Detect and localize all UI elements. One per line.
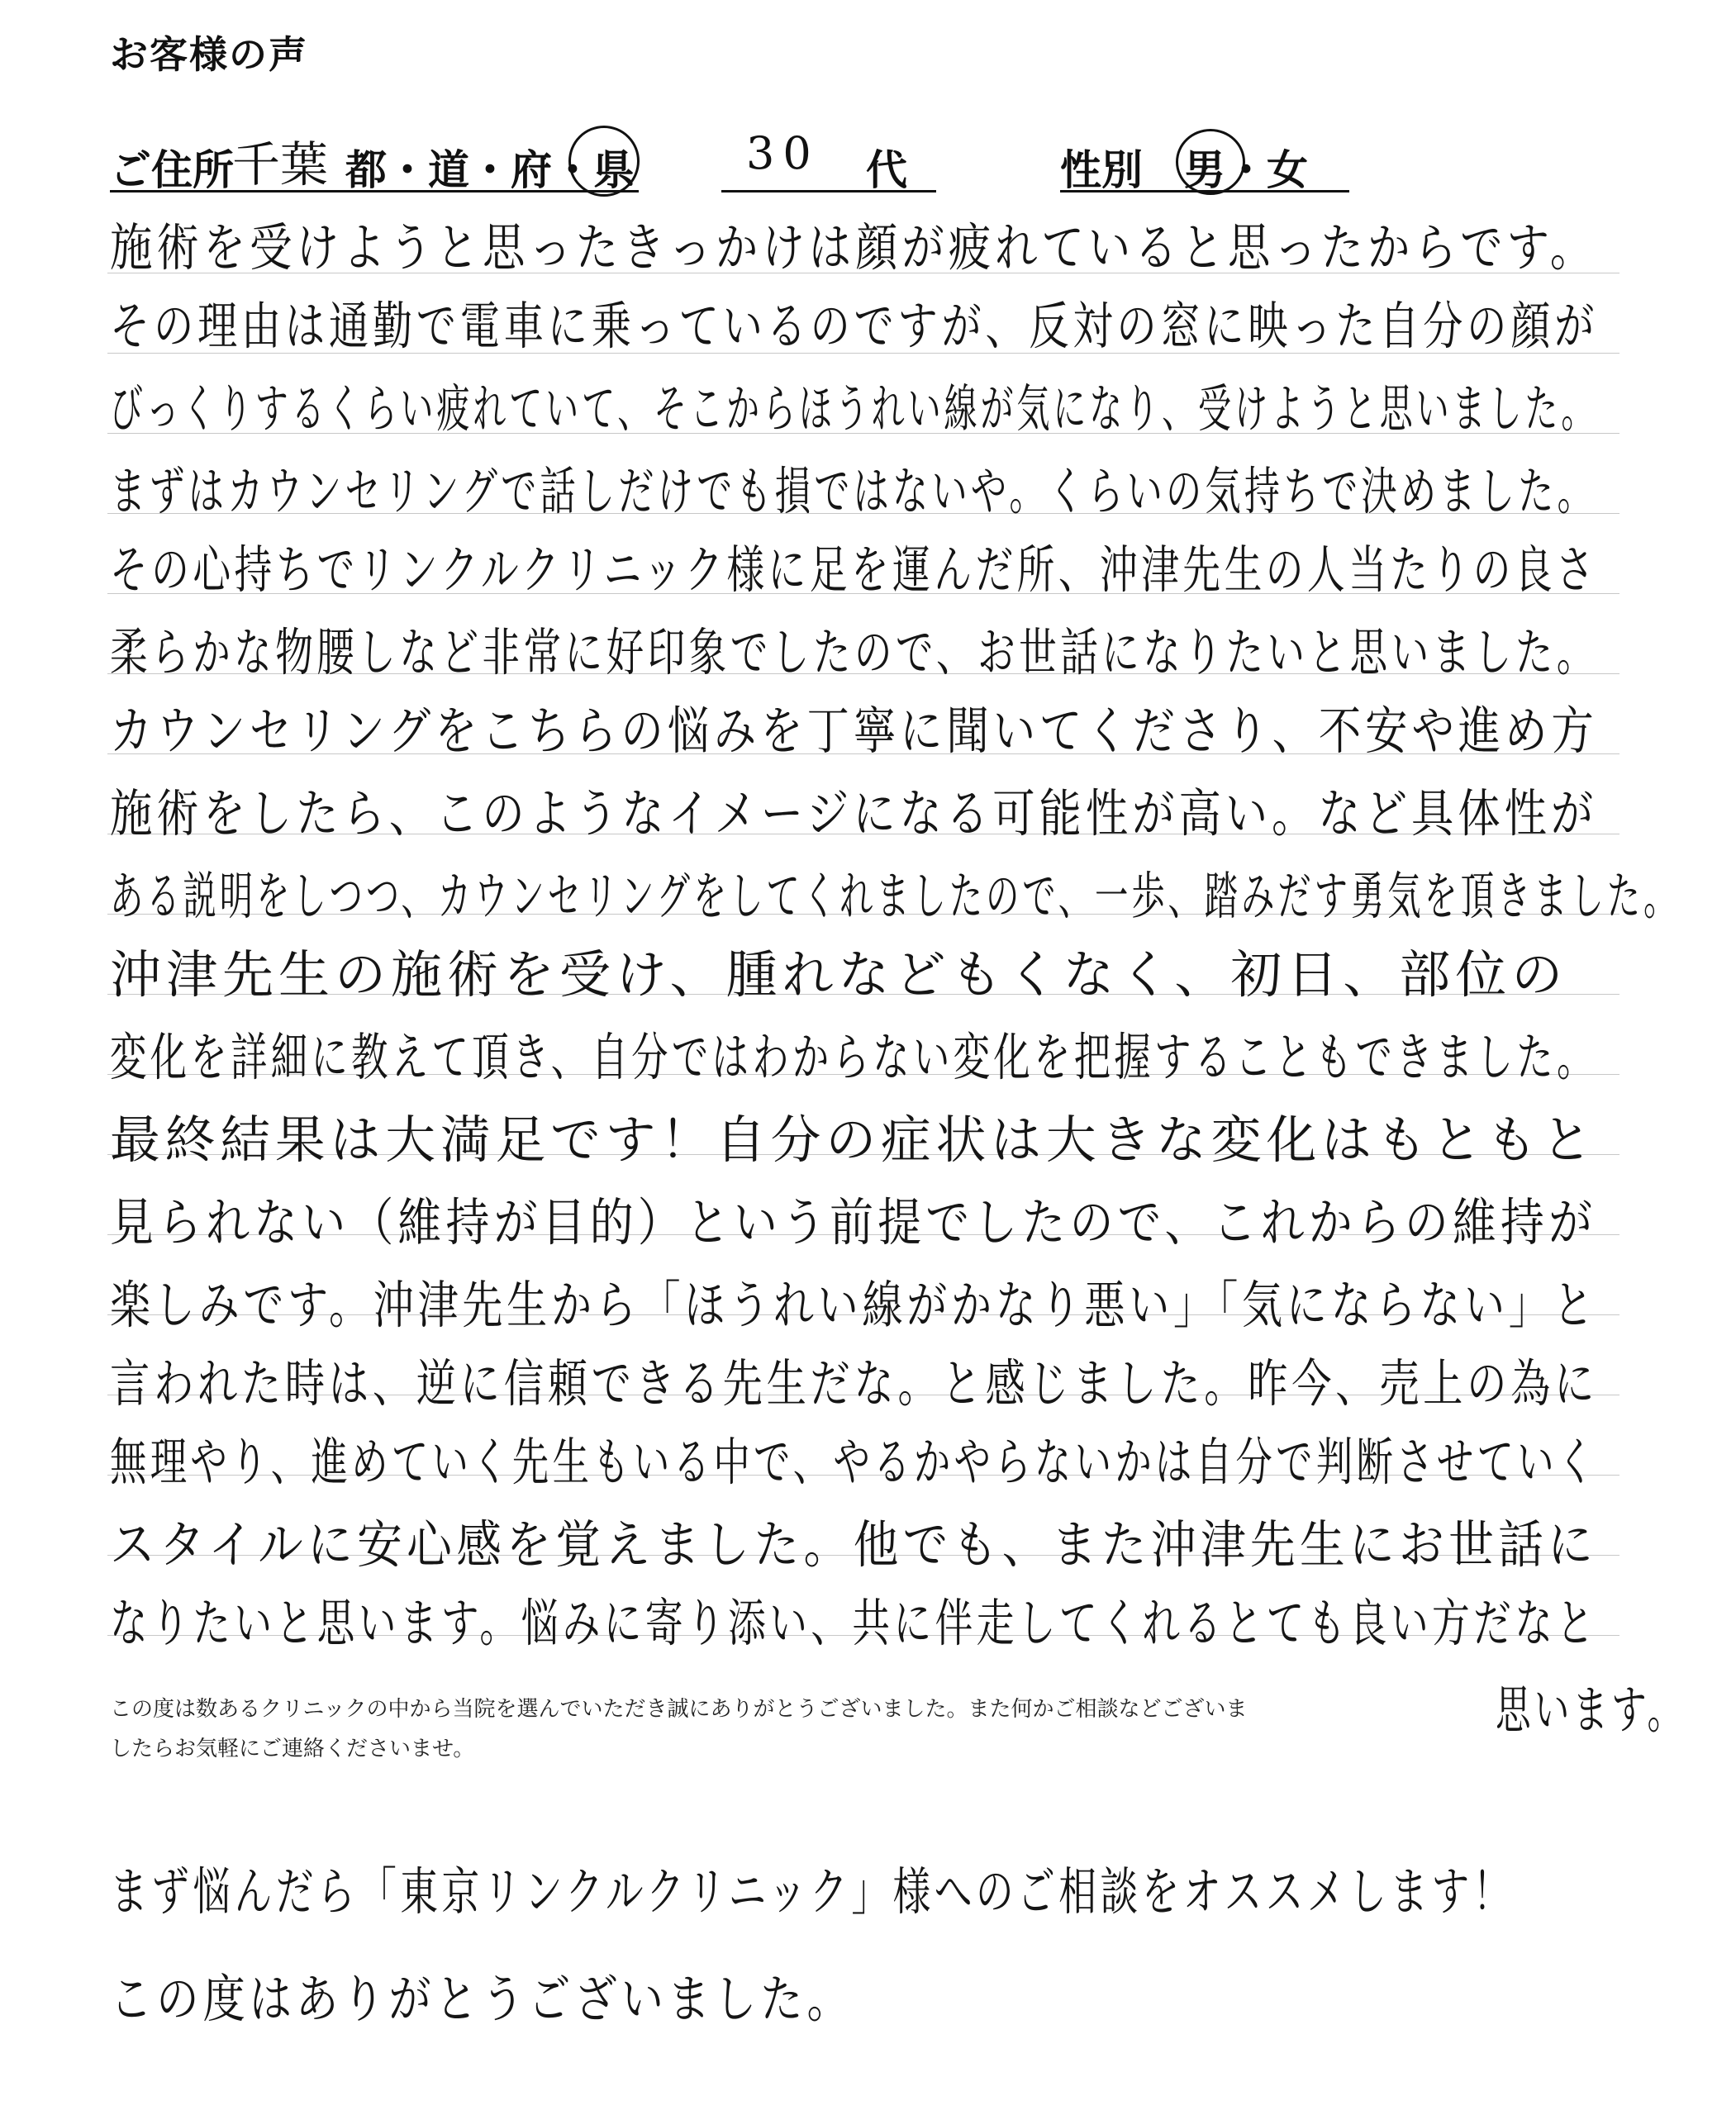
- address-label: ご住所: [110, 146, 234, 194]
- clinic-message-line-2: したらお気軽にご連絡くださいませ。: [110, 1737, 475, 1761]
- age-value: 30: [746, 127, 820, 179]
- comment-line: 柔らかな物腰しなど非常に好印象でしたので、お世話になりたいと思いました。: [110, 622, 1598, 682]
- comment-line: まず悩んだら「東京リンクルクリニック」様へのご相談をオススメします！: [110, 1861, 1515, 1922]
- prefecture-options: 都・道・府・県: [345, 146, 635, 194]
- comment-line: 沖津先生の施術を受け、腫れなどもくなく、初日、部位の: [110, 944, 1568, 1005]
- comment-line: 施術をしたら、このようなイメージになる可能性が高い。など具体性が: [110, 783, 1598, 844]
- comment-line: スタイルに安心感を覚えました。他でも、また沖津先生にお世話に: [110, 1514, 1598, 1575]
- comment-line: 思います。: [1496, 1680, 1686, 1740]
- page-title: お客様の声: [110, 32, 308, 77]
- comment-line: その心持ちでリンクルクリニック様に足を運んだ所、沖津先生の人当たりの良さ: [110, 539, 1598, 600]
- comment-line: なりたいと思います。悩みに寄り添い、共に伴走してくれるとても良い方だなと: [110, 1593, 1598, 1653]
- age-field: [721, 127, 936, 194]
- comment-line: まずはカウンセリングで話しだけでも損ではないや。くらいの気持ちで決めました。: [110, 461, 1596, 521]
- comment-line: 施術を受けようと思ったきっかけは顔が疲れていると思ったからです。: [110, 217, 1597, 278]
- comment-line: 見られない（維持が目的）という前提でしたので、これからの維持が: [110, 1192, 1597, 1252]
- prefecture-selected-circle: [568, 126, 640, 197]
- gender-options: 男・女: [1184, 146, 1308, 194]
- comment-line: その理由は通勤で電車に乗っているのですが、反対の窓に映った自分の顔が: [110, 296, 1599, 356]
- comment-line: びっくりするくらい疲れていて、そこからほうれい線が気になり、受けようと思いました。: [110, 378, 1598, 439]
- address-field: [110, 132, 639, 192]
- comment-line: カウンセリングをこちらの悩みを丁寧に聞いてくださり、不安や進め方: [110, 701, 1598, 761]
- comment-line: ある説明をしつつ、カウンセリングをしてくれましたので、一歩、踏みだす勇気を頂きました。: [110, 866, 1681, 926]
- comment-line: 変化を詳細に教えて頂き、自分ではわからない変化を把握することもできました。: [110, 1027, 1597, 1087]
- comment-line: 無理やり、進めていく先生もいる中で、やるかやらないかは自分で判断させていく: [110, 1432, 1598, 1492]
- comment-line: 楽しみです。沖津先生から「ほうれい線がかなり悪い」「気にならない」と: [110, 1275, 1598, 1335]
- comment-line: 言われた時は、逆に信頼できる先生だな。と感じました。昨今、売上の為に: [110, 1353, 1599, 1414]
- clinic-message-line-1: この度は数あるクリニックの中から当院を選んでいただき誠にありがとうございました。また何かご相談などございま: [110, 1697, 1248, 1722]
- gender-label: 性別: [1060, 146, 1143, 194]
- age-unit: 代: [866, 146, 907, 194]
- address-value: 千葉: [232, 136, 329, 192]
- gender-field: [1060, 132, 1349, 192]
- gender-selected-circle: [1176, 129, 1245, 195]
- comment-line: 最終結果は大満足です！自分の症状は大きな変化はもともと: [110, 1110, 1597, 1170]
- comment-line: この度はありがとうございました。: [110, 1969, 854, 2029]
